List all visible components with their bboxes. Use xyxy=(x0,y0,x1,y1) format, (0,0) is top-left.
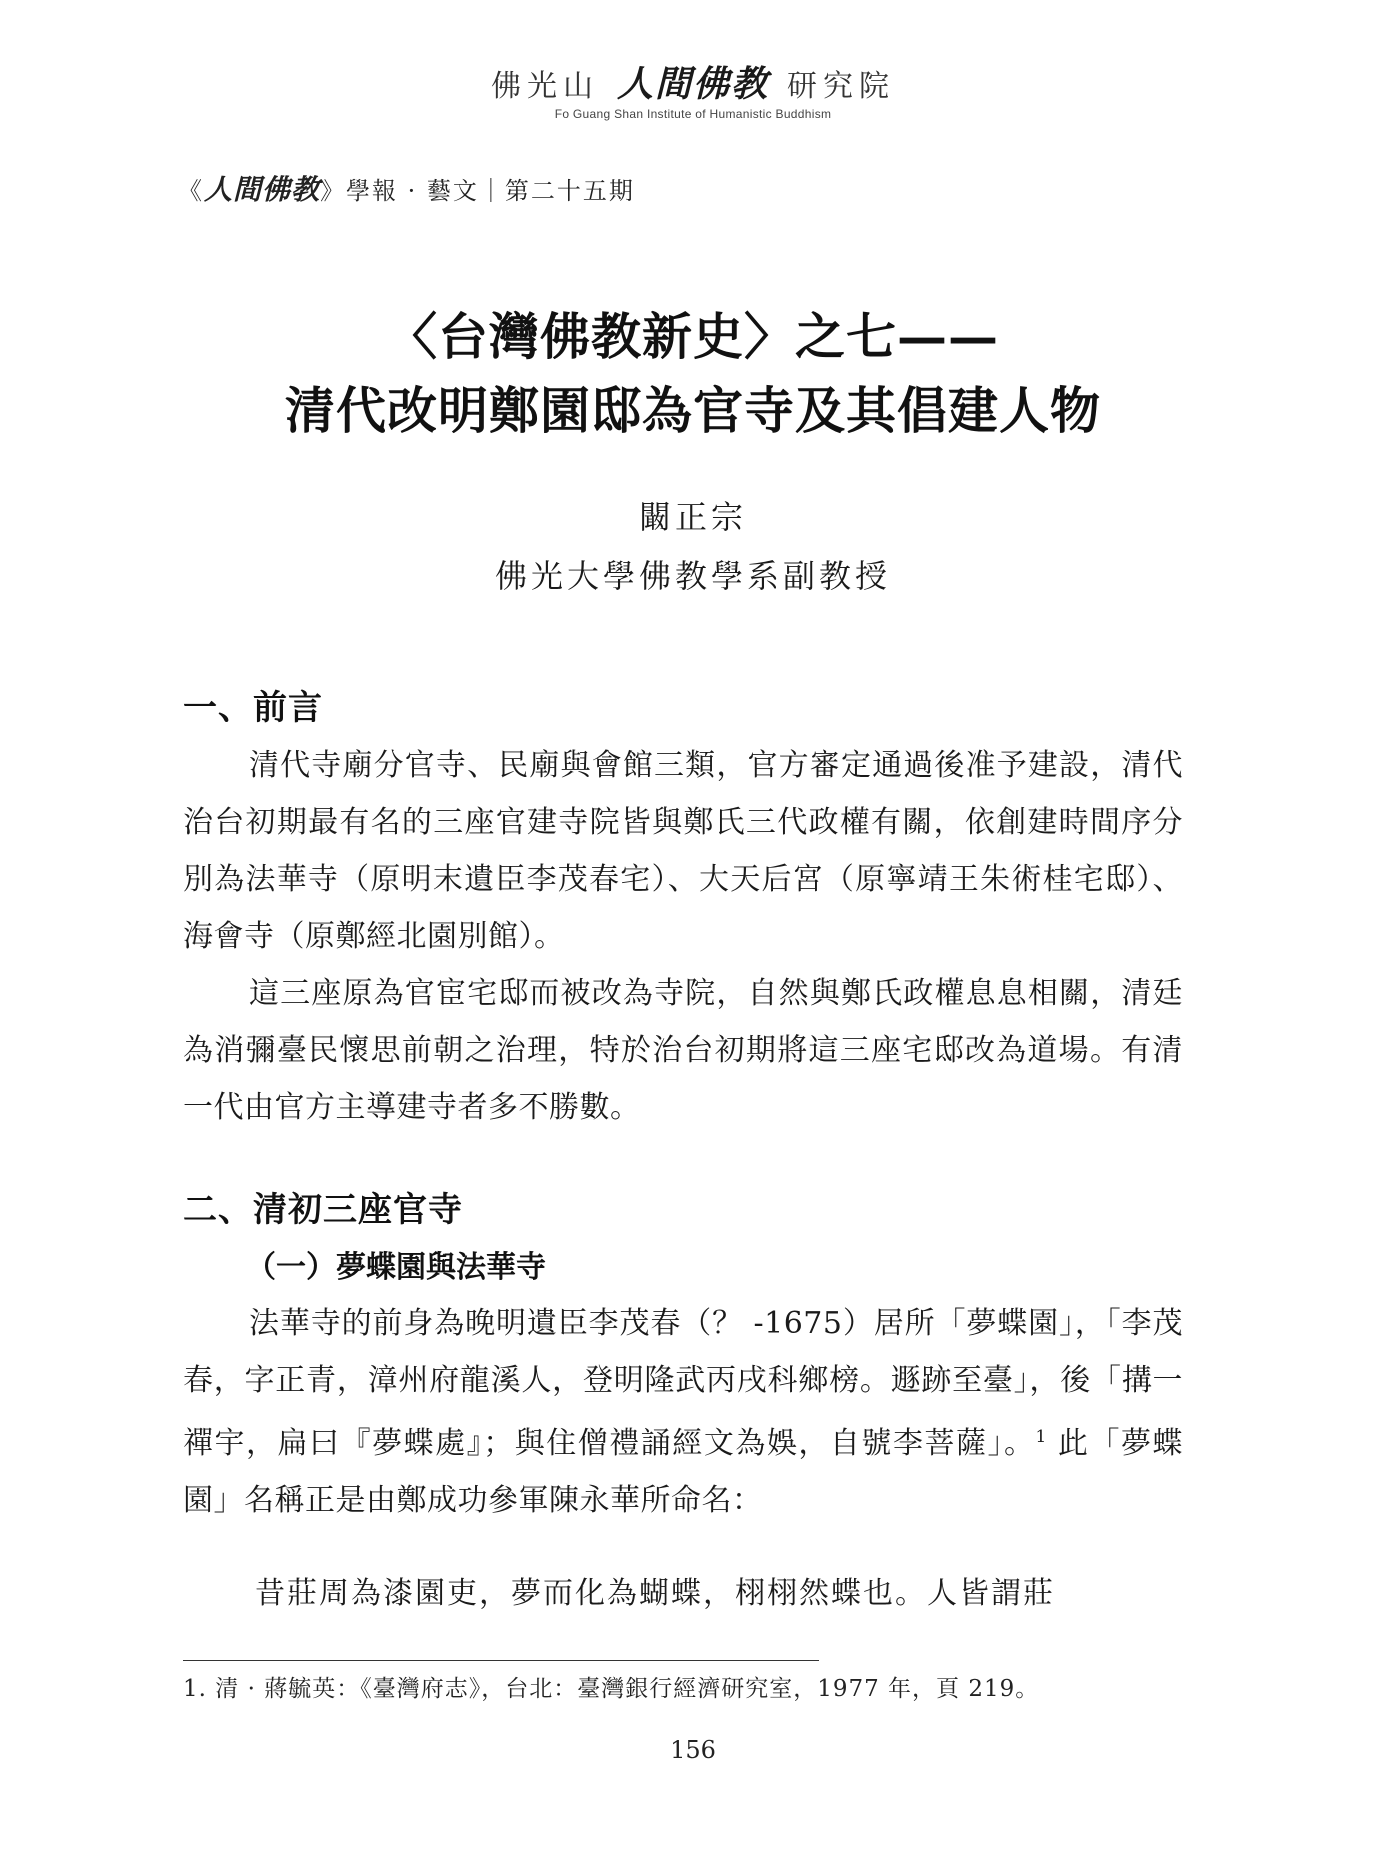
author-name: 闞正宗 xyxy=(638,498,747,536)
footnote-divider xyxy=(183,1660,819,1661)
journal-issue: 》學報 · 藝文｜第二十五期 xyxy=(320,177,635,205)
institute-masthead xyxy=(0,56,1386,121)
journal-running-head xyxy=(178,168,635,208)
intro-paragraph-1: 清代寺廟分官寺、民廟與會館三類，官方審定通過後准予建設，清代治台初期最有名的三座官建寺院皆與鄭氏三代政權有關，依創建時間序分別為法華寺（原明末遺臣李茂春宅）、大天后宮（原寧靖王朱術桂宅邸）、海會寺（原鄭經北園別館）。 xyxy=(183,748,1183,954)
institute-name-right: 研究院 xyxy=(787,69,895,104)
institute-name-left: 佛光山 xyxy=(490,69,599,104)
temple-paragraph-tail: 此「夢蝶園」名稱正是由鄭成功參軍陳永華所命名： xyxy=(183,1426,1183,1518)
footnote-reference[interactable]: 1 xyxy=(1035,1427,1047,1447)
section-heading-temples: 二、清初三座官寺 xyxy=(183,1190,463,1230)
humanistic-buddhism-logo: 人間佛教 xyxy=(616,64,769,105)
section-heading-intro: 一、前言 xyxy=(183,688,323,728)
footnote-1: 1. 清 · 蔣毓英：《臺灣府志》，台北：臺灣銀行經濟研究室，1977 年，頁 219。 xyxy=(183,1676,1040,1702)
journal-logo: 人間佛教 xyxy=(204,173,321,206)
journal-bracket: 《 xyxy=(178,177,204,205)
subsection-heading: （一）夢蝶園與法華寺 xyxy=(246,1250,546,1285)
title-line-1: 〈台灣佛教新史〉之七—— xyxy=(387,307,999,366)
page-number: 156 xyxy=(670,1736,716,1764)
institute-name xyxy=(491,56,895,107)
intro-paragraph-2: 這三座原為官宦宅邸而被改為寺院，自然與鄭氏政權息息相關，清廷為消彌臺民懷思前朝之治理，特於治台初期將這三座宅邸改為道場。有清一代由官方主導建寺者多不勝數。 xyxy=(183,976,1183,1125)
block-quote: 昔莊周為漆園吏，夢而化為蝴蝶，栩栩然蝶也。人皆謂莊 xyxy=(255,1576,1055,1611)
author-affiliation: 佛光大學佛教學系副教授 xyxy=(494,557,891,595)
title-line-2: 清代改明鄭園邸為官寺及其倡建人物 xyxy=(285,381,1101,440)
temple-paragraph xyxy=(183,1295,1183,1529)
institute-english-name: Fo Guang Shan Institute of Humanistic Buddhism xyxy=(554,107,832,121)
temple-paragraph-text: 法華寺的前身為晚明遺臣李茂春（？ -1675）居所「夢蝶園」，「李茂春，字正青，漳州府龍溪人，登明隆武丙戌科鄉榜。遯跡至臺」，後「搆一禪宇，扁曰『夢蝶處』；與住僧禮誦經文為娛，自號李菩薩」。 xyxy=(183,1306,1183,1461)
article-title xyxy=(0,300,1386,448)
